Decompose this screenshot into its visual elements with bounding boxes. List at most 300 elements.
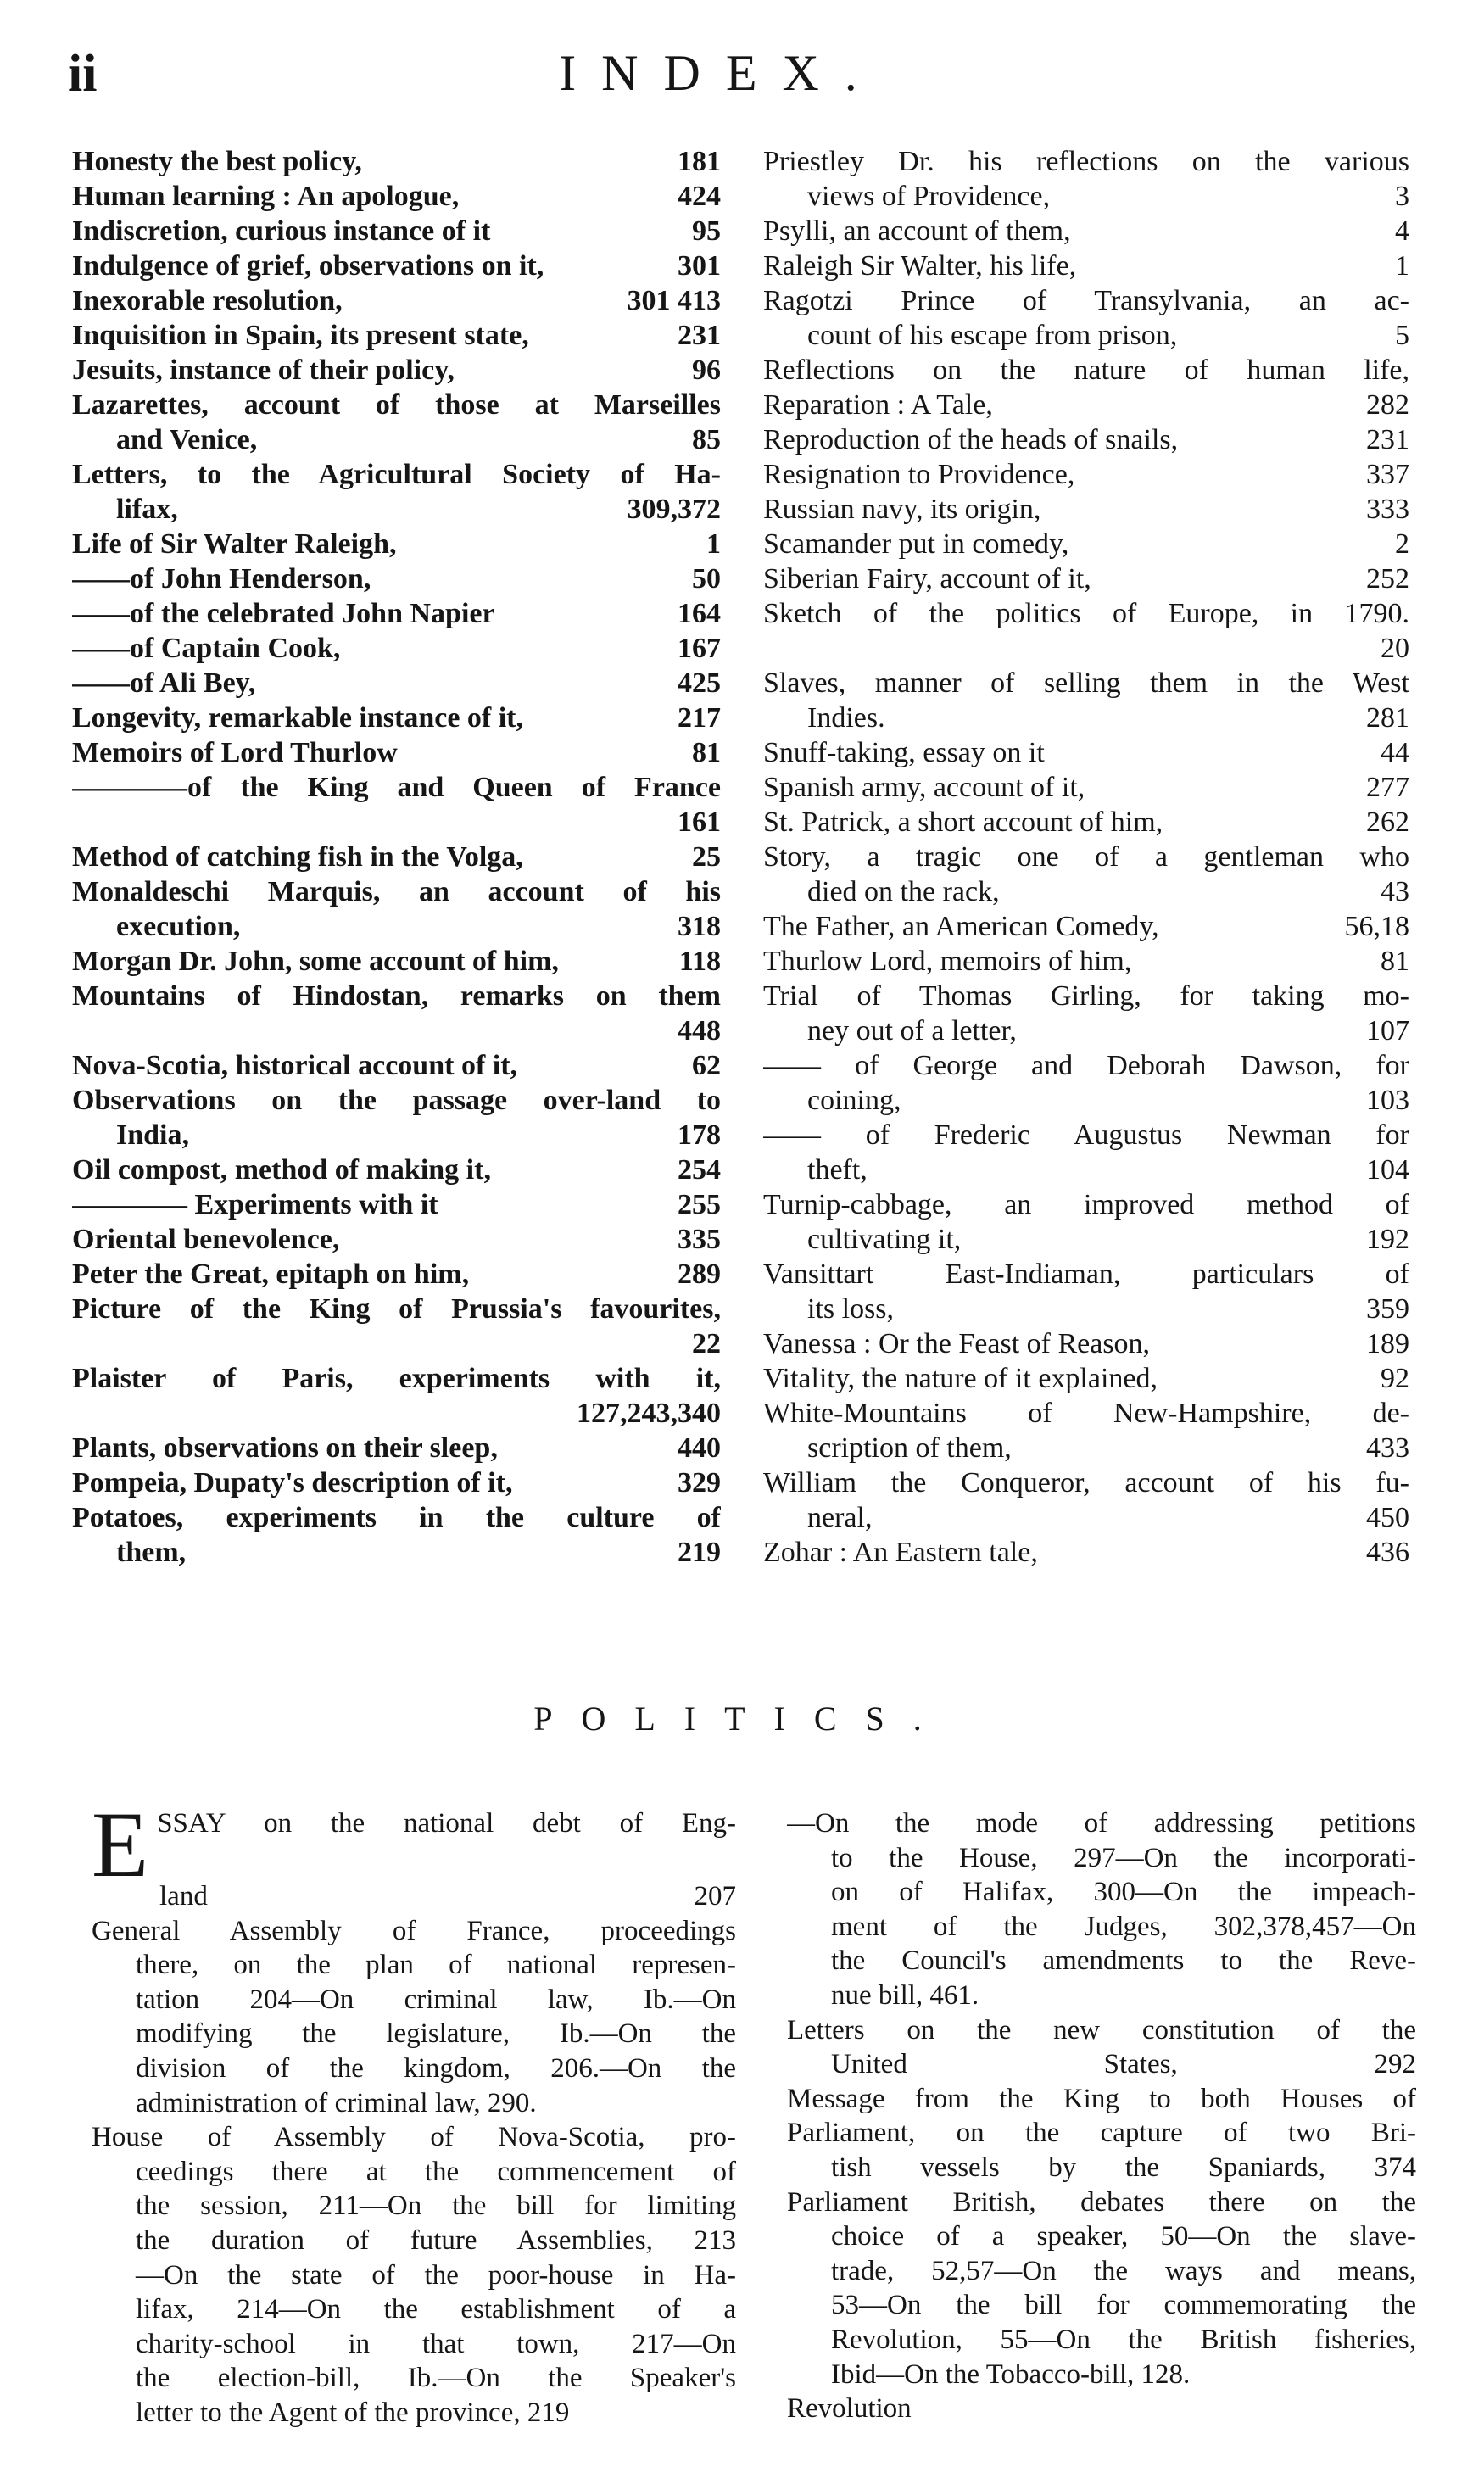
index-entry <box>763 1187 1409 1257</box>
politics-column-left <box>92 1806 736 2431</box>
index-entry <box>72 283 721 318</box>
index-entry-text: Indiscretion, curious instance of it <box>72 215 491 247</box>
index-entry-line <box>72 1361 721 1396</box>
index-entry <box>763 944 1409 979</box>
politics-line: choice of a speaker, 50—On the slave- <box>831 2221 1416 2252</box>
index-entry-text: Inquisition in Spain, its present state, <box>72 320 529 351</box>
index-entry-line <box>763 840 1409 874</box>
index-entry-line <box>763 1153 1409 1187</box>
index-entry-text: India, <box>116 1119 189 1151</box>
index-entry <box>72 596 721 631</box>
index-entry-line <box>72 909 721 944</box>
politics-line: the Council's amendments to the Reve- <box>831 1945 1416 1977</box>
index-entry-line <box>763 1187 1409 1222</box>
index-entry-text: Reproduction of the heads of snails, <box>763 424 1179 455</box>
index-entry-text: scription of them, <box>807 1432 1012 1464</box>
index-entry-text: ————of the King and Queen of France <box>72 772 721 803</box>
index-entry <box>763 596 1409 666</box>
index-entry-line <box>763 735 1409 770</box>
index-entry-text: ——of the celebrated John Napier <box>72 598 495 629</box>
index-entry-line <box>763 353 1409 388</box>
page-reference: 433 <box>1366 1432 1409 1464</box>
page-reference: 318 <box>678 911 721 942</box>
index-entry <box>72 1048 721 1083</box>
politics-line: 53—On the bill for commemorating the <box>831 2290 1416 2321</box>
index-entry <box>763 561 1409 596</box>
index-entry-line <box>72 1535 721 1570</box>
index-entry-line <box>72 1326 721 1361</box>
index-entry-text: Longevity, remarkable instance of it, <box>72 702 523 734</box>
politics-line: House of Assembly of Nova-Scotia, pro- <box>92 2122 736 2153</box>
index-entry-line <box>763 1361 1409 1396</box>
index-entry <box>763 388 1409 422</box>
index-entry-text: Letters, to the Agricultural Society of Ha- <box>72 459 721 490</box>
index-entry-line <box>763 631 1409 666</box>
politics-line: Ibid—On the Tobacco-bill, 128. <box>831 2358 1191 2390</box>
page-reference: 424 <box>678 181 721 212</box>
index-entry-text: Method of catching fish in the Volga, <box>72 841 523 873</box>
index-entry <box>763 1257 1409 1326</box>
page-reference: 335 <box>678 1224 721 1255</box>
index-entry-line <box>72 1118 721 1153</box>
index-entry-text: Indies. <box>807 702 885 734</box>
index-column-left <box>72 144 721 1570</box>
index-entry-line <box>763 700 1409 735</box>
politics-section-title: POLITICS. <box>533 1700 951 1738</box>
page-reference: 96 <box>692 354 721 386</box>
index-entry-text: Siberian Fairy, account of it, <box>763 563 1091 594</box>
page-reference: 1 <box>706 528 721 560</box>
page-reference: 329 <box>678 1467 721 1499</box>
index-entry-text: Turnip-cabbage, an improved method of <box>763 1189 1409 1220</box>
index-entry-line <box>72 318 721 353</box>
index-entry-text: Picture of the King of Prussia's favourites, <box>72 1293 721 1325</box>
index-entry-line <box>72 1292 721 1326</box>
page-reference: 62 <box>692 1050 721 1081</box>
index-entry-line <box>763 944 1409 979</box>
index-entry <box>763 214 1409 248</box>
page-reference: 254 <box>678 1154 721 1186</box>
politics-line: Revolution, 55—On the British fisheries, <box>831 2324 1416 2355</box>
index-entry-text: Mountains of Hindostan, remarks on them <box>72 980 721 1012</box>
index-entry-line <box>72 1083 721 1118</box>
index-entry-line <box>72 283 721 318</box>
politics-column-right <box>787 1806 1416 2426</box>
index-entry-text: Vansittart East-Indiaman, particulars of <box>763 1259 1409 1290</box>
index-entry-line <box>72 353 721 388</box>
page-reference: 448 <box>678 1015 721 1047</box>
page-reference: 282 <box>1366 389 1409 421</box>
page-reference: 43 <box>1381 876 1409 907</box>
index-entry-text: ——of John Henderson, <box>72 563 371 594</box>
politics-line <box>92 1806 736 1879</box>
index-entry-text: and Venice, <box>116 424 258 455</box>
index-entry-line <box>72 805 721 840</box>
index-entry-line <box>72 248 721 283</box>
page-reference: 56,18 <box>1344 911 1409 942</box>
index-entry-line <box>72 770 721 805</box>
index-entry-text: Memoirs of Lord Thurlow <box>72 737 398 768</box>
index-entry-text: Plants, observations on their sleep, <box>72 1432 498 1464</box>
index-entry-line <box>763 874 1409 909</box>
index-entry-text: William the Conqueror, account of his fu- <box>763 1467 1409 1499</box>
index-entry <box>72 666 721 700</box>
page-reference: 104 <box>1366 1154 1409 1186</box>
index-entry <box>763 1535 1409 1570</box>
index-entry <box>72 527 721 561</box>
index-entry-text: Priestley Dr. his reflections on the various <box>763 146 1409 177</box>
index-entry-line <box>763 770 1409 805</box>
index-entry-text: views of Providence, <box>807 181 1051 212</box>
page-reference: 164 <box>678 598 721 629</box>
index-entry-line <box>72 561 721 596</box>
page-reference: 92 <box>1381 1363 1409 1394</box>
index-entry-text: Resignation to Providence, <box>763 459 1075 490</box>
page-reference: 107 <box>1366 1015 1409 1047</box>
index-entry-text: Scamander put in comedy, <box>763 528 1069 560</box>
index-entry-text: neral, <box>807 1502 873 1533</box>
index-entry-text: Morgan Dr. John, some account of him, <box>72 946 559 977</box>
page-reference: 127,243,340 <box>577 1398 721 1429</box>
index-entry-line <box>763 596 1409 631</box>
index-entry-line <box>72 944 721 979</box>
index-entry-line <box>72 1153 721 1187</box>
index-entry <box>72 840 721 874</box>
index-entry-line <box>763 527 1409 561</box>
index-entry-line <box>72 1500 721 1535</box>
page-reference: 301 <box>678 250 721 282</box>
index-entry-text: Peter the Great, epitaph on him, <box>72 1259 470 1290</box>
politics-line: trade, 52,57—On the ways and means, <box>831 2255 1416 2286</box>
page-reference: 4 <box>1395 215 1409 247</box>
politics-line: the duration of future Assemblies, 213 <box>136 2224 736 2256</box>
index-entry-text: Sketch of the politics of Europe, in 1790. <box>763 598 1409 629</box>
politics-line: Parliament British, debates there on the <box>787 2186 1416 2218</box>
index-entry <box>72 318 721 353</box>
index-entry-line <box>72 1396 721 1431</box>
politics-line: Parliament, on the capture of two Bri- <box>787 2118 1416 2149</box>
index-entry-line <box>763 1431 1409 1465</box>
index-entry <box>72 144 721 179</box>
index-entry-line <box>72 1465 721 1500</box>
index-entry-text: Inexorable resolution, <box>72 285 343 316</box>
index-entry <box>763 353 1409 388</box>
index-entry-text: Snuff-taking, essay on it <box>763 737 1045 768</box>
index-entry-line <box>72 979 721 1013</box>
index-entry-line <box>763 283 1409 318</box>
index-entry-line <box>763 248 1409 283</box>
index-entry-line <box>763 1535 1409 1570</box>
index-entry-text: Oil compost, method of making it, <box>72 1154 491 1186</box>
page-reference: 440 <box>678 1432 721 1464</box>
index-entry-line <box>763 979 1409 1013</box>
page-reference: 3 <box>1395 181 1409 212</box>
page-number: ii <box>68 45 98 103</box>
index-entry-text: Vanessa : Or the Feast of Reason, <box>763 1328 1151 1359</box>
politics-line: Letters on the new constitution of the <box>787 2014 1416 2046</box>
index-entry-line <box>72 388 721 422</box>
page-reference: 178 <box>678 1119 721 1151</box>
page-reference: 359 <box>1366 1293 1409 1325</box>
index-entry-text: Plaister of Paris, experiments with it, <box>72 1363 721 1394</box>
index-entry-line <box>763 179 1409 214</box>
politics-line: nue bill, 461. <box>831 1979 979 2011</box>
index-entry-line <box>72 214 721 248</box>
page-reference: 103 <box>1366 1085 1409 1116</box>
index-entry <box>72 979 721 1048</box>
index-entry-line <box>72 596 721 631</box>
index-entry <box>72 561 721 596</box>
index-entry <box>72 1500 721 1570</box>
index-entry-line <box>72 874 721 909</box>
page-reference: 217 <box>678 702 721 734</box>
page-reference: 5 <box>1395 320 1409 351</box>
index-entry <box>763 527 1409 561</box>
politics-line: land 207 <box>159 1881 736 1912</box>
index-entry-text: Thurlow Lord, memoirs of him, <box>763 946 1132 977</box>
index-entry <box>72 1361 721 1431</box>
index-entry-text: Trial of Thomas Girling, for taking mo- <box>763 980 1409 1012</box>
politics-line: on of Halifax, 300—On the impeach- <box>831 1877 1416 1908</box>
politics-line: —On the mode of addressing petitions <box>787 1808 1416 1839</box>
index-entry-line <box>763 492 1409 527</box>
index-entry-line <box>72 735 721 770</box>
index-entry-text: Reflections on the nature of human life, <box>763 354 1409 386</box>
index-entry-line <box>763 1326 1409 1361</box>
index-entry <box>763 1396 1409 1465</box>
index-entry-text: Psylli, an account of them, <box>763 215 1071 247</box>
page-reference: 337 <box>1366 459 1409 490</box>
politics-line: General Assembly of France, proceedings <box>92 1915 736 1946</box>
index-entry <box>72 214 721 248</box>
index-entry-line <box>763 805 1409 840</box>
page-reference: 85 <box>692 424 721 455</box>
index-entry-line <box>763 1465 1409 1500</box>
page-reference: 301 413 <box>627 285 721 316</box>
page-reference: 255 <box>678 1189 721 1220</box>
index-entry <box>72 1465 721 1500</box>
index-entry <box>72 353 721 388</box>
index-entry <box>763 909 1409 944</box>
index-entry-line <box>763 1500 1409 1535</box>
index-entry-text: Nova-Scotia, historical account of it, <box>72 1050 518 1081</box>
politics-line-text: SSAY on the national debt of Eng- <box>157 1808 736 1839</box>
page-title: INDEX. <box>559 45 883 101</box>
page-reference: 450 <box>1366 1502 1409 1533</box>
index-entry-line <box>72 422 721 457</box>
index-entry-text: ney out of a letter, <box>807 1015 1017 1047</box>
index-entry <box>763 422 1409 457</box>
index-entry-line <box>72 1431 721 1465</box>
index-entry-text: Indulgence of grief, observations on it, <box>72 250 544 282</box>
index-entry-text: Russian navy, its origin, <box>763 494 1041 525</box>
index-entry-text: coining, <box>807 1085 901 1116</box>
index-entry-text: died on the rack, <box>807 876 1000 907</box>
index-entry-text: Ragotzi Prince of Transylvania, an ac- <box>763 285 1409 316</box>
index-entry-line <box>72 1187 721 1222</box>
page-reference: 231 <box>1366 424 1409 455</box>
index-entry <box>72 1222 721 1257</box>
index-entry <box>72 388 721 457</box>
politics-line: Message from the King to both Houses of <box>787 2083 1416 2114</box>
index-entry-text: Story, a tragic one of a gentleman who <box>763 841 1409 873</box>
index-entry-line <box>763 457 1409 492</box>
index-entry-text: Oriental benevolence, <box>72 1224 340 1255</box>
index-entry <box>763 1465 1409 1535</box>
index-entry-line <box>763 666 1409 700</box>
politics-line: to the House, 297—On the incorporati- <box>831 1842 1416 1873</box>
index-entry <box>72 179 721 214</box>
index-entry-text: lifax, <box>116 494 178 525</box>
index-entry <box>72 248 721 283</box>
index-entry-line <box>763 318 1409 353</box>
page-reference: 289 <box>678 1259 721 1290</box>
index-entry-text: Human learning : An apologue, <box>72 181 460 212</box>
index-entry <box>763 770 1409 805</box>
index-entry-line <box>72 840 721 874</box>
politics-line: the election-bill, Ib.—On the Speaker's <box>136 2363 736 2394</box>
index-entry-line <box>72 1048 721 1083</box>
index-entry-text: Observations on the passage over-land to <box>72 1085 721 1116</box>
index-entry-text: White-Mountains of New-Hampshire, de- <box>763 1398 1409 1429</box>
index-entry-line <box>72 144 721 179</box>
index-entry-line <box>763 1083 1409 1118</box>
index-entry-line <box>763 1257 1409 1292</box>
index-entry-line <box>763 1048 1409 1083</box>
index-entry <box>763 144 1409 214</box>
index-entry-line <box>72 631 721 666</box>
page-reference: 192 <box>1366 1224 1409 1255</box>
index-entry-line <box>763 561 1409 596</box>
index-entry <box>763 1118 1409 1187</box>
index-entry <box>763 1361 1409 1396</box>
index-entry <box>763 248 1409 283</box>
index-entry-line <box>72 1257 721 1292</box>
index-entry-text: Jesuits, instance of their policy, <box>72 354 455 386</box>
index-entry <box>72 1083 721 1153</box>
index-entry-line <box>763 1396 1409 1431</box>
index-entry-line <box>72 457 721 492</box>
index-entry-line <box>72 666 721 700</box>
page-header <box>59 44 1382 112</box>
index-entry-line <box>763 1118 1409 1153</box>
index-entry-text: theft, <box>807 1154 868 1186</box>
index-entry-text: Potatoes, experiments in the culture of <box>72 1502 721 1533</box>
index-entry-text: Lazarettes, account of those at Marseilles <box>72 389 721 421</box>
index-entry-line <box>72 492 721 527</box>
page-reference: 44 <box>1381 737 1409 768</box>
index-entry-text: St. Patrick, a short account of him, <box>763 807 1163 838</box>
index-entry <box>72 735 721 770</box>
index-entry <box>72 1153 721 1187</box>
politics-line: ceedings there at the commencement of <box>136 2156 736 2187</box>
index-entry-line <box>763 909 1409 944</box>
index-entry-text: its loss, <box>807 1293 895 1325</box>
index-entry <box>72 944 721 979</box>
index-entry-line <box>763 1292 1409 1326</box>
page-reference: 81 <box>1381 946 1409 977</box>
index-entry-line <box>763 144 1409 179</box>
index-entry-text: Spanish army, account of it, <box>763 772 1085 803</box>
index-entry-line <box>763 422 1409 457</box>
page-reference: 95 <box>692 215 721 247</box>
index-entry-text: Vitality, the nature of it explained, <box>763 1363 1158 1394</box>
index-entry-text: Reparation : A Tale, <box>763 389 993 421</box>
politics-line: tish vessels by the Spaniards, 374 <box>831 2152 1416 2183</box>
page-reference: 81 <box>692 737 721 768</box>
page-reference: 262 <box>1366 807 1409 838</box>
index-entry <box>763 1048 1409 1118</box>
index-entry <box>72 631 721 666</box>
index-entry-text: Raleigh Sir Walter, his life, <box>763 250 1077 282</box>
index-column-right <box>763 144 1409 1570</box>
index-entry-text: Pompeia, Dupaty's description of it, <box>72 1467 513 1499</box>
index-entry-text: ——of Captain Cook, <box>72 633 341 664</box>
page-reference: 333 <box>1366 494 1409 525</box>
politics-line: tation 204—On criminal law, Ib.—On <box>136 1984 736 2015</box>
page-reference: 20 <box>1381 633 1409 664</box>
index-entry-text: ——of Ali Bey, <box>72 667 256 699</box>
page-reference: 277 <box>1366 772 1409 803</box>
index-entry-text: Monaldeschi Marquis, an account of his <box>72 876 721 907</box>
index-entry-text: Honesty the best policy, <box>72 146 362 177</box>
index-entry <box>72 874 721 944</box>
index-entry <box>72 457 721 527</box>
drop-cap: E <box>92 1806 149 1879</box>
page-reference: 50 <box>692 563 721 594</box>
index-entry-text: cultivating it, <box>807 1224 962 1255</box>
politics-line: letter to the Agent of the province, 219 <box>136 2397 570 2428</box>
index-entry-text: ———— Experiments with it <box>72 1189 438 1220</box>
page-reference: 252 <box>1366 563 1409 594</box>
page-reference: 181 <box>678 146 721 177</box>
politics-line: Revolution <box>787 2393 912 2425</box>
politics-line: division of the kingdom, 206.—On the <box>136 2052 736 2084</box>
index-entry <box>763 805 1409 840</box>
index-entry <box>72 700 721 735</box>
index-entry <box>72 1257 721 1292</box>
page-reference: 2 <box>1395 528 1409 560</box>
index-entry-text: Zohar : An Eastern tale, <box>763 1537 1038 1568</box>
index-entry <box>763 492 1409 527</box>
index-entry <box>763 1326 1409 1361</box>
index-entry-line <box>72 527 721 561</box>
page-reference: 281 <box>1366 702 1409 734</box>
page-reference: 22 <box>692 1328 721 1359</box>
page-reference: 219 <box>678 1537 721 1568</box>
page-reference: 425 <box>678 667 721 699</box>
index-entry <box>763 457 1409 492</box>
index-entry-text: Slaves, manner of selling them in the West <box>763 667 1409 699</box>
politics-line: charity-school in that town, 217—On <box>136 2328 736 2359</box>
politics-line: modifying the legislature, Ib.—On the <box>136 2018 736 2050</box>
politics-line: there, on the plan of national represen- <box>136 1950 736 1981</box>
politics-line: ment of the Judges, 302,378,457—On <box>831 1911 1416 1942</box>
index-entry <box>72 1292 721 1361</box>
index-entry-text: execution, <box>116 911 241 942</box>
page-reference: 436 <box>1366 1537 1409 1568</box>
index-entry <box>763 840 1409 909</box>
page-reference: 118 <box>678 946 721 977</box>
politics-line: —On the state of the poor-house in Ha- <box>136 2259 736 2291</box>
page-reference: 1 <box>1395 250 1409 282</box>
index-entry <box>763 666 1409 735</box>
index-entry-line <box>72 700 721 735</box>
index-entry <box>72 1431 721 1465</box>
page-reference: 25 <box>692 841 721 873</box>
index-entry-line <box>72 1013 721 1048</box>
index-entry-text: —— of Frederic Augustus Newman for <box>763 1119 1409 1151</box>
